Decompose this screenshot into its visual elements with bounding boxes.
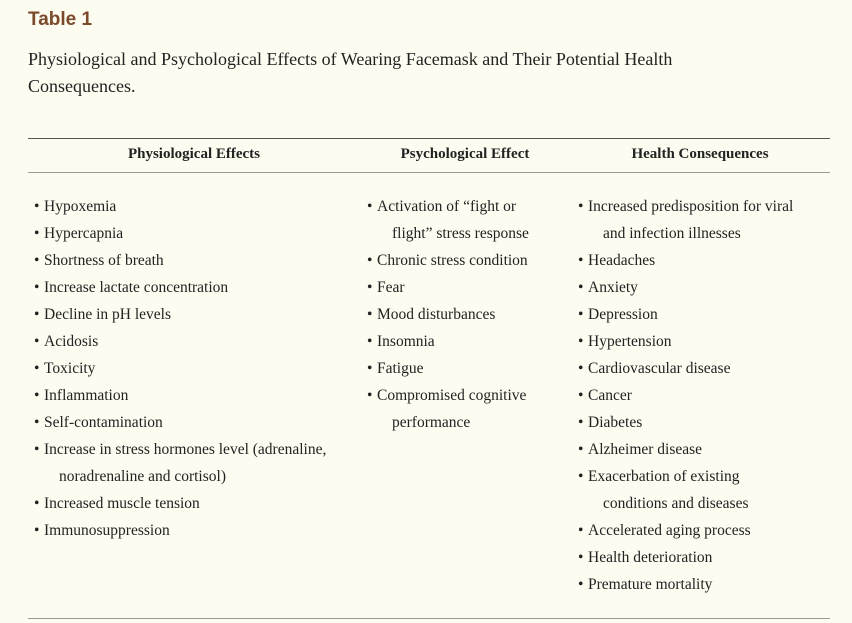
physiological-list-item — [34, 409, 364, 436]
list-item-text: Activation of “fight or — [377, 198, 517, 215]
header-physiological-effects: Physiological Effects — [127, 146, 261, 162]
health-list-item — [578, 355, 833, 382]
list-item-text: Mood disturbances — [377, 306, 496, 323]
bullet-marker: • — [578, 468, 584, 485]
bullet-marker: • — [34, 279, 40, 296]
caption-line-2: Consequences. — [28, 76, 136, 96]
list-item-text: Anxiety — [588, 279, 638, 296]
health-list-item — [578, 274, 833, 301]
list-item-text: Diabetes — [588, 414, 643, 431]
list-item-text: Cardiovascular disease — [588, 360, 731, 377]
bullet-marker: • — [34, 225, 40, 242]
bullet-marker: • — [578, 576, 584, 593]
psychological-effects-list — [367, 193, 567, 436]
bullet-marker: • — [367, 198, 373, 215]
psychological-list-item — [367, 382, 567, 436]
health-list-item — [578, 571, 833, 598]
bullet-marker: • — [367, 360, 373, 377]
physiological-list-item — [34, 355, 364, 382]
physiological-list-item — [34, 382, 364, 409]
list-item-text: noradrenaline and cortisol) — [59, 468, 226, 485]
list-item-text: and infection illnesses — [603, 225, 741, 242]
bullet-marker: • — [34, 306, 40, 323]
bullet-marker: • — [578, 360, 584, 377]
table-label: Table 1 — [28, 9, 93, 30]
list-item-text: Self-contamination — [44, 414, 163, 431]
list-item-text: Increased predisposition for viral — [588, 198, 794, 215]
physiological-list-item — [34, 193, 364, 220]
physiological-effects-list — [34, 193, 364, 544]
psychological-list-item — [367, 274, 567, 301]
list-item-text: Toxicity — [44, 360, 96, 377]
caption-line-1: Physiological and Psychological Effects of Wearing Facemask and Their Potential Health — [28, 49, 673, 69]
list-item-text: Health deterioration — [588, 549, 713, 566]
bullet-marker: • — [578, 414, 584, 431]
health-list-item — [578, 463, 833, 517]
health-list-item — [578, 409, 833, 436]
bullet-marker: • — [34, 414, 40, 431]
bullet-marker: • — [578, 522, 584, 539]
list-item-text: Increase in stress hormones level (adrenaline, — [44, 441, 327, 458]
bullet-marker: • — [34, 360, 40, 377]
list-item-text: Depression — [588, 306, 658, 323]
bullet-marker: • — [34, 333, 40, 350]
list-item-text: Accelerated aging process — [588, 522, 751, 539]
physiological-list-item — [34, 517, 364, 544]
bullet-marker: • — [578, 441, 584, 458]
health-list-item — [578, 544, 833, 571]
table-bottom-rule — [28, 618, 830, 619]
list-item-text: Alzheimer disease — [588, 441, 703, 458]
bullet-marker: • — [367, 333, 373, 350]
list-item-text: Compromised cognitive — [377, 387, 527, 404]
bullet-marker: • — [578, 549, 584, 566]
bullet-marker: • — [578, 279, 584, 296]
list-item-text: Cancer — [588, 387, 632, 404]
bullet-marker: • — [34, 387, 40, 404]
bullet-marker: • — [367, 252, 373, 269]
list-item-text: Insomnia — [377, 333, 435, 350]
psychological-list-item — [367, 355, 567, 382]
physiological-list-item — [34, 247, 364, 274]
health-list-item — [578, 382, 833, 409]
table-header-rule — [28, 172, 830, 173]
header-health-consequences: Health Consequences — [631, 146, 769, 162]
bullet-marker: • — [367, 306, 373, 323]
health-list-item — [578, 247, 833, 274]
list-item-text: Headaches — [588, 252, 656, 269]
health-list-item — [578, 436, 833, 463]
list-item-text: Premature mortality — [588, 576, 713, 593]
health-list-item — [578, 328, 833, 355]
psychological-list-item — [367, 301, 567, 328]
list-item-text: Decline in pH levels — [44, 306, 171, 323]
list-item-text: Increase lactate concentration — [44, 279, 229, 296]
psychological-list-item — [367, 328, 567, 355]
physiological-list-item — [34, 274, 364, 301]
bullet-marker: • — [34, 495, 40, 512]
list-item-text: Immunosuppression — [44, 522, 170, 539]
health-list-item — [578, 301, 833, 328]
table-top-rule — [28, 138, 830, 139]
list-item-text: Chronic stress condition — [377, 252, 528, 269]
table-caption — [28, 46, 808, 100]
physiological-list-item — [34, 436, 364, 490]
bullet-marker: • — [34, 252, 40, 269]
list-item-text: Exacerbation of existing — [588, 468, 740, 485]
list-item-text: performance — [392, 414, 471, 431]
bullet-marker: • — [367, 387, 373, 404]
header-psychological-effect: Psychological Effect — [400, 146, 530, 162]
bullet-marker: • — [34, 522, 40, 539]
bullet-marker: • — [578, 306, 584, 323]
bullet-marker: • — [578, 252, 584, 269]
bullet-marker: • — [367, 279, 373, 296]
health-list-item — [578, 517, 833, 544]
bullet-marker: • — [578, 387, 584, 404]
list-item-text: Shortness of breath — [44, 252, 164, 269]
list-item-text: flight” stress response — [392, 225, 529, 242]
physiological-list-item — [34, 328, 364, 355]
bullet-marker: • — [34, 441, 40, 458]
bullet-marker: • — [578, 198, 584, 215]
physiological-list-item — [34, 220, 364, 247]
list-item-text: Hypoxemia — [44, 198, 117, 215]
physiological-list-item — [34, 490, 364, 517]
psychological-list-item — [367, 193, 567, 247]
list-item-text: Hypercapnia — [44, 225, 124, 242]
list-item-text: Inflammation — [44, 387, 129, 404]
bullet-marker: • — [34, 198, 40, 215]
bullet-marker: • — [578, 333, 584, 350]
health-consequences-list — [578, 193, 833, 598]
list-item-text: Hypertension — [588, 333, 672, 350]
health-list-item — [578, 193, 833, 247]
list-item-text: Acidosis — [44, 333, 99, 350]
list-item-text: conditions and diseases — [603, 495, 749, 512]
physiological-list-item — [34, 301, 364, 328]
list-item-text: Fear — [377, 279, 405, 296]
list-item-text: Increased muscle tension — [44, 495, 200, 512]
list-item-text: Fatigue — [377, 360, 424, 377]
psychological-list-item — [367, 247, 567, 274]
